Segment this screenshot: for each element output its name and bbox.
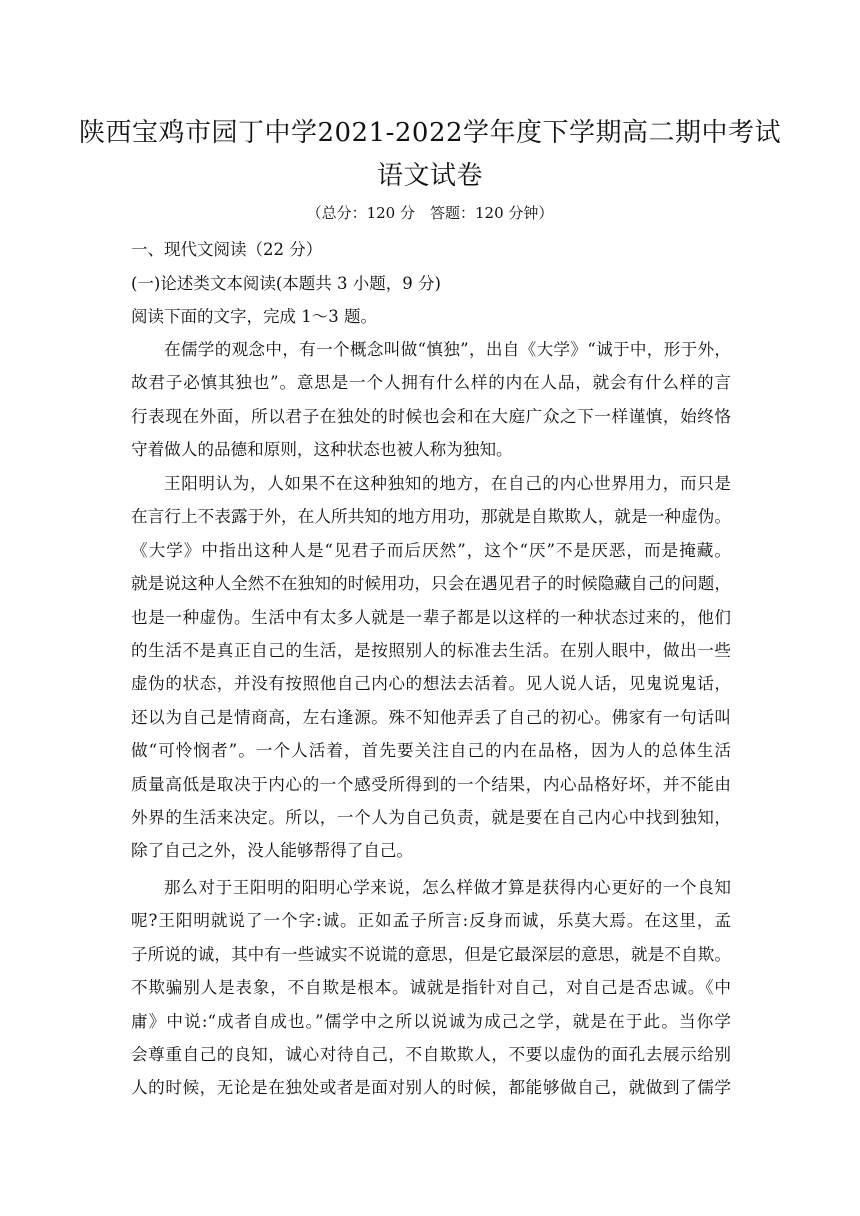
paragraph-line: 行表现在外面，所以君子在独处的时候也会和在大庭广众之下一样谨慎，始终恪: [131, 406, 731, 426]
paragraph-line: 就是说这种人全然不在独知的时候用功，只会在遇见君子的时候隐藏自己的问题，: [131, 574, 731, 594]
paragraph-line: 做“可怜悯者”。一个人活着，首先要关注自己的内在品格，因为人的总体生活: [131, 741, 731, 761]
section-heading: 一、现代文阅读（22 分）: [131, 240, 323, 259]
paragraph-line: 除了自己之外，没人能够帮得了自己。: [131, 841, 414, 861]
paragraph-line: 不欺骗别人是表象，不自欺是根本。诚就是指针对自己，对自己是否忠诚。《中: [131, 978, 731, 998]
paragraph-line: 会尊重自己的良知，诚心对待自己，不自欺欺人，不要以虚伪的面孔去展示给别: [131, 1044, 731, 1064]
paragraph-line: 《大学》中指出这种人是“见君子而后厌然”，这个“厌”不是厌恶，而是掩藏。: [131, 540, 731, 560]
reading-instruction: 阅读下面的文字，完成 1～3 题。: [131, 307, 377, 326]
paragraph-line: 守着做人的品德和原则，这种状态也被人称为独知。: [131, 440, 513, 460]
exam-meta: （总分：120 分 答题：120 分钟）: [306, 204, 554, 222]
paragraph-line: 在儒学的观念中，有一个概念叫做“慎独”，出自《大学》“诚于中，形于外，: [164, 340, 731, 359]
paragraph-line: 庸》中说:“成者自成也。”儒学中之所以说诚为成己之学，就是在于此。当你学: [131, 1011, 731, 1031]
paragraph-line: 还以为自己是情商高，左右逢源。殊不知他弄丢了自己的初心。佛家有一句话叫: [131, 707, 731, 727]
subsection-heading: (一)论述类文本阅读(本题共 3 小题，9 分): [131, 274, 441, 293]
paragraph-line: 王阳明认为，人如果不在这种独知的地方，在自己的内心世界用力，而只是: [164, 474, 731, 493]
paragraph-line: 子所说的诚，其中有一些诚实不说谎的意思，但是它最深层的意思，就是不自欺。: [131, 944, 731, 964]
exam-subtitle: 语文试卷: [376, 161, 483, 191]
exam-title: 陕西宝鸡市园丁中学2021-2022学年度下学期高二期中考试: [78, 118, 782, 148]
paragraph-line: 呢?王阳明就说了一个字:诚。正如孟子所言:反身而诚，乐莫大焉。在这里，孟: [131, 911, 731, 931]
paragraph-line: 外界的生活来决定。所以，一个人为自己负责，就是要在自己内心中找到独知，: [131, 807, 731, 827]
paragraph-line: 故君子必慎其独也”。意思是一个人拥有什么样的内在人品，就会有什么样的言: [131, 373, 731, 393]
paragraph-line: 质量高低是取决于内心的一个感受所得到的一个结果，内心品格好坏，并不能由: [131, 774, 731, 794]
paragraph-line: 的生活不是真正自己的生活，是按照别人的标准去生活。在别人眼中，做出一些: [131, 640, 731, 660]
paragraph-line: 人的时候，无论是在独处或者是面对别人的时候，都能够做自己，就做到了儒学: [131, 1078, 731, 1098]
paragraph-line: 在言行上不表露于外，在人所共知的地方用功，那就是自欺欺人，就是一种虚伪。: [131, 507, 731, 527]
paragraph-line: 那么对于王阳明的阳明心学来说，怎么样做才算是获得内心更好的一个良知: [164, 878, 731, 897]
paragraph-2: [131, 467, 731, 868]
paragraph-1: [131, 333, 731, 467]
paragraph-3: [131, 871, 731, 1105]
paragraph-line: 虚伪的状态，并没有按照他自己内心的想法去活着。见人说人话，见鬼说鬼话，: [131, 674, 731, 694]
paragraph-line: 也是一种虚伪。生活中有太多人就是一辈子都是以这样的一种状态过来的，他们: [131, 607, 731, 627]
